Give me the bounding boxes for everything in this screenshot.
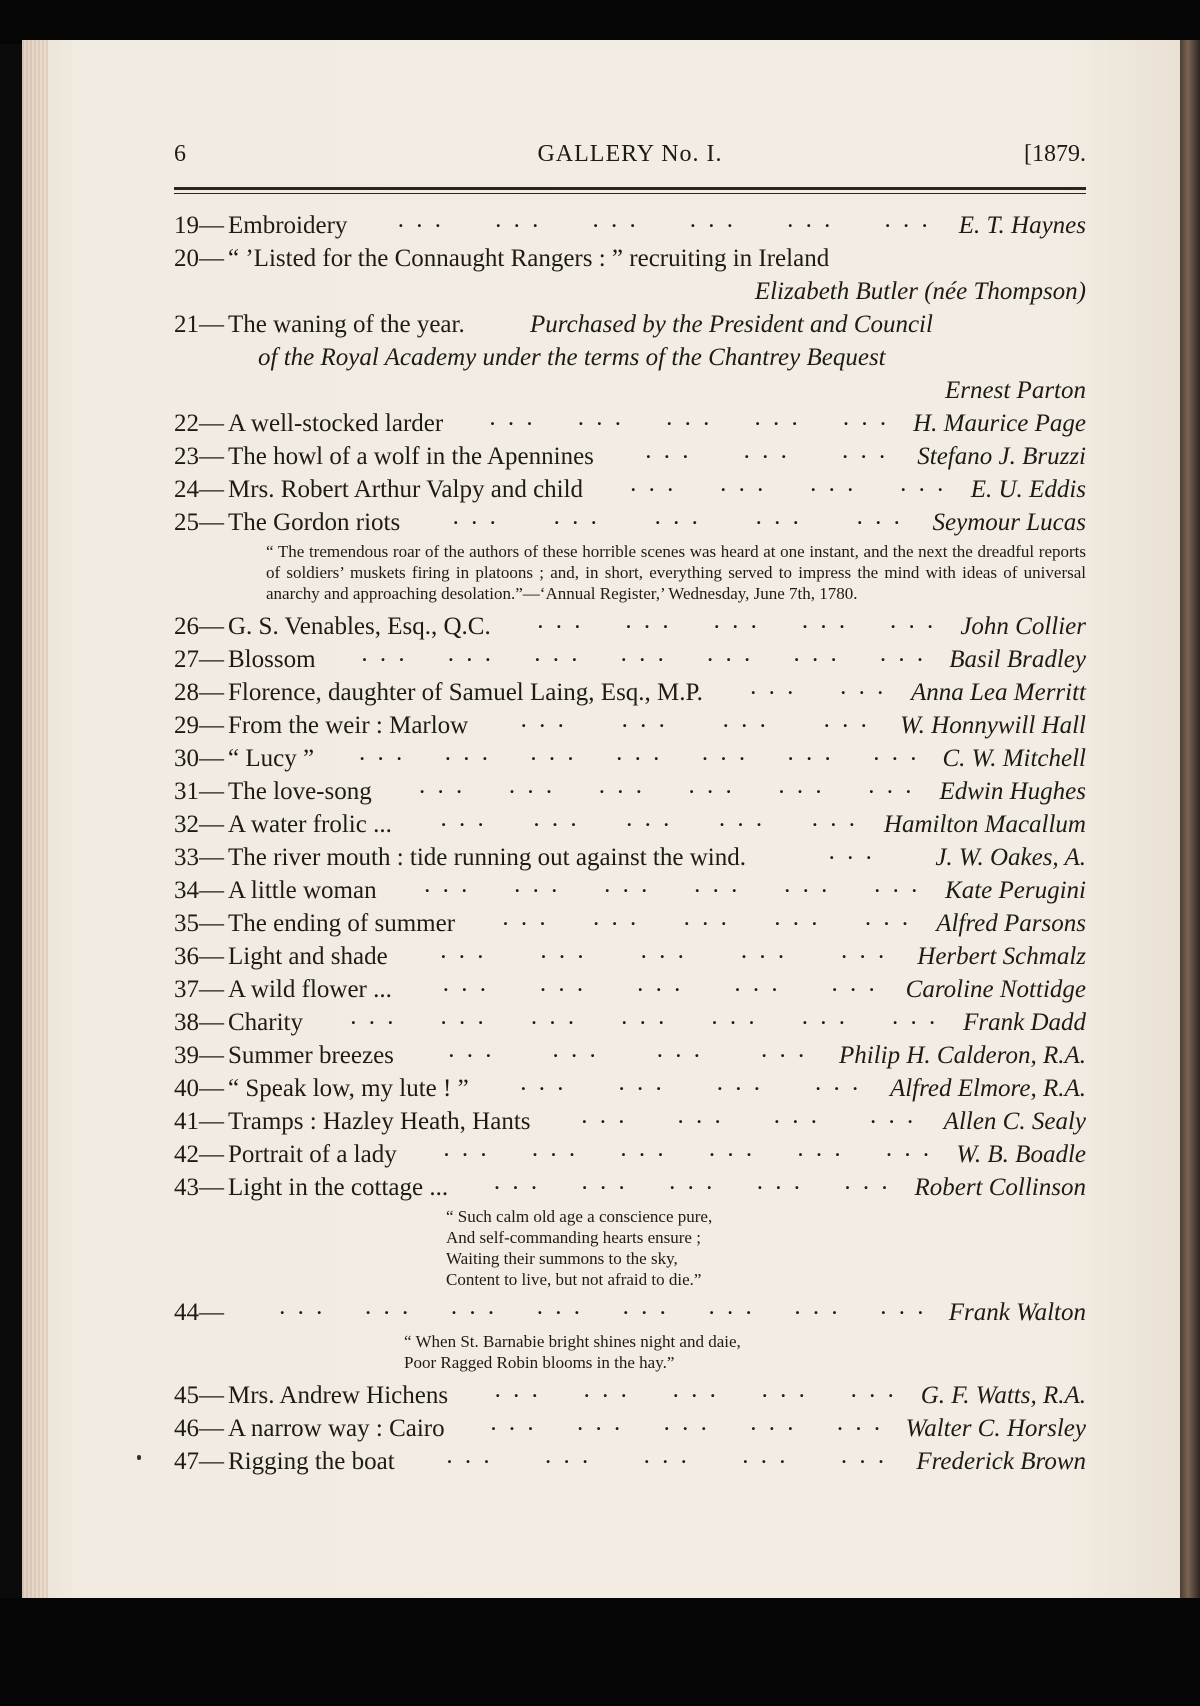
dot-leader: ... (775, 909, 831, 929)
dot-leader: ... (537, 1298, 594, 1318)
entry-title: The howl of a wolf in the Apennines (228, 443, 594, 470)
entry-artist: Alfred Elmore, R.A. (889, 1075, 1086, 1102)
dot-leader: ... (751, 678, 807, 698)
entry-artist: Edwin Hughes (939, 778, 1086, 805)
entry-artist: Alfred Parsons (936, 910, 1086, 937)
catalogue-entry (174, 1296, 1086, 1329)
dot-leader: ... (496, 211, 552, 231)
entry-title: Charity (228, 1009, 303, 1036)
verse-line: “ When St. Barnabie bright shines night and daie, (404, 1332, 741, 1351)
entry-artist: Allen C. Sealy (943, 1108, 1086, 1135)
dot-leader: ... (865, 909, 922, 929)
dot-leader: ... (788, 744, 844, 764)
dot-leader: ... (521, 1074, 577, 1094)
entry-title: The waning of the year. (228, 311, 465, 338)
entry-number: 30— (174, 745, 224, 772)
dot-leader: ... (869, 777, 925, 797)
dot-leader: ... (490, 409, 546, 429)
catalogue-entry (174, 1171, 1086, 1204)
catalogue-entry (174, 643, 1086, 676)
dot-leader: ... (707, 645, 764, 665)
entry-artist: Kate Perugini (945, 877, 1086, 904)
entry-number: 31— (174, 778, 224, 805)
entry-number: 33— (174, 844, 224, 871)
entry-title: “ Lucy ” (228, 745, 315, 772)
catalogue-entry (174, 1445, 1086, 1478)
catalogue-entry (174, 473, 1086, 506)
entry-verse (446, 1206, 1086, 1290)
dot-leader: ... (719, 810, 776, 830)
entry-title: Rigging the boat (228, 1448, 395, 1475)
dot-leader: ... (664, 1414, 720, 1434)
catalogue-entry (174, 308, 1086, 341)
dot-leader: ... (802, 1008, 859, 1028)
dot-leader: ... (886, 1140, 943, 1160)
entry-number: 19— (174, 212, 224, 239)
dot-leader: ... (843, 409, 900, 429)
entry-note-line (174, 341, 1086, 374)
dot-leader: ... (832, 975, 888, 995)
catalogue-entry (174, 808, 1086, 841)
entry-artist: W. Honnywill Hall (900, 712, 1086, 739)
entry-title: A wild flower ... (228, 976, 392, 1003)
entry-title: Light and shade (228, 943, 388, 970)
dot-leader: ... (638, 975, 694, 995)
dot-leader: ... (491, 1414, 547, 1434)
dot-leader: ... (655, 508, 711, 528)
dot-leader: ... (515, 876, 571, 896)
entry-title: “ ’Listed for the Connaught Rangers : ” recruiting in Ireland (228, 245, 830, 272)
entry-artist: Ernest Parton (945, 377, 1086, 404)
dot-leader: ... (712, 1008, 768, 1028)
entry-number: 47— (174, 1448, 224, 1475)
dot-leader: ... (279, 1298, 336, 1318)
entry-number: 26— (174, 613, 224, 640)
entry-artist: J. W. Oakes, A. (935, 844, 1086, 871)
entry-title: Embroidery (228, 212, 348, 239)
entry-artist: Anna Lea Merritt (911, 679, 1086, 706)
dot-leader: ... (509, 777, 566, 797)
dot-leader: ... (359, 744, 416, 764)
entry-number: 20— (174, 245, 224, 272)
entry-title: The ending of summer (228, 910, 456, 937)
dot-leader: ... (646, 442, 702, 462)
dot-leader: ... (684, 909, 740, 929)
entry-title: A water frolic ... (228, 811, 392, 838)
dot-leader: ... (451, 1298, 508, 1318)
dot-leader: ... (721, 475, 777, 495)
dot-leader: ... (824, 711, 880, 731)
dot-leader: ... (880, 645, 937, 665)
dot-leader: ... (619, 1074, 675, 1094)
running-title: GALLERY No. I. (537, 141, 723, 167)
dot-leader: ... (593, 211, 649, 231)
catalogue-entry (174, 242, 1086, 275)
dot-leader: ... (874, 744, 930, 764)
dot-leader: ... (554, 508, 610, 528)
entry-artist: Philip H. Calderon, R.A. (839, 1042, 1086, 1069)
dot-leader: ... (582, 1173, 638, 1193)
dot-leader: ... (657, 1041, 714, 1061)
dot-leader: ... (881, 1298, 937, 1318)
dot-leader: ... (795, 1298, 851, 1318)
book-spine (1180, 40, 1200, 1600)
entry-title: Mrs. Robert Arthur Valpy and child (228, 476, 584, 503)
entry-title: Portrait of a lady (228, 1141, 397, 1168)
entry-artist: Walter C. Horsley (905, 1415, 1086, 1442)
dot-leader: ... (453, 508, 509, 528)
dot-leader: ... (761, 1041, 818, 1061)
dot-leader: ... (667, 409, 723, 429)
dot-leader: ... (623, 1298, 679, 1318)
entry-title: Mrs. Andrew Hichens (228, 1382, 449, 1409)
catalogue-entry (174, 209, 1086, 242)
entry-title: Tramps : Hazley Heath, Hants (228, 1108, 531, 1135)
catalogue-entry (174, 1006, 1086, 1039)
dot-leader: ... (735, 975, 791, 995)
entry-number: 43— (174, 1174, 224, 1201)
entry-number: 46— (174, 1415, 224, 1442)
scan-top-border (0, 0, 1200, 44)
dot-leader: ... (695, 876, 751, 896)
entry-number: 28— (174, 679, 224, 706)
entry-artist: C. W. Mitchell (942, 745, 1086, 772)
page-gutter (22, 40, 48, 1600)
dot-leader: ... (444, 1140, 500, 1160)
dot-leader: ... (621, 645, 677, 665)
entry-artist: Frederick Brown (916, 1448, 1086, 1475)
entry-artist: E. U. Eddis (970, 476, 1086, 503)
dot-leader: ... (798, 1140, 854, 1160)
entry-artist: Basil Bradley (949, 646, 1086, 673)
dot-leader: ... (622, 711, 678, 731)
dot-leader: ... (605, 876, 661, 896)
dot-leader: ... (503, 909, 559, 929)
dot-leader: ... (774, 1107, 831, 1127)
entry-number: 24— (174, 476, 224, 503)
dot-leader: ... (751, 1414, 807, 1434)
entry-number: 40— (174, 1075, 224, 1102)
entry-number: 23— (174, 443, 224, 470)
dot-leader: ... (875, 876, 931, 896)
dot-leader: ... (870, 1107, 927, 1127)
entry-title: Light in the cottage ... (228, 1174, 449, 1201)
dot-leader: ... (531, 1008, 588, 1028)
dot-leader: ... (449, 1041, 505, 1061)
verse-line: And self-commanding hearts ensure ; (446, 1228, 701, 1247)
dot-leader: ... (842, 442, 899, 462)
entry-verse (404, 1331, 1086, 1373)
dot-leader: ... (811, 475, 867, 495)
dot-leader: ... (829, 843, 885, 863)
entry-title: A little woman (228, 877, 377, 904)
dot-leader: ... (788, 211, 844, 231)
dot-leader: ... (362, 645, 418, 665)
dot-leader: ... (690, 211, 747, 231)
dot-leader: ... (425, 876, 481, 896)
dot-leader: ... (837, 1414, 894, 1434)
dot-leader: ... (644, 1447, 700, 1467)
entry-artist: W. B. Boadle (956, 1141, 1086, 1168)
dot-leader: ... (599, 777, 656, 797)
dot-leader: ... (673, 1381, 729, 1401)
catalogue-entry (174, 407, 1086, 440)
dot-leader: ... (535, 645, 591, 665)
entry-artist: John Collier (960, 613, 1086, 640)
dot-leader: ... (447, 1447, 503, 1467)
verse-line: Poor Ragged Robin blooms in the hay.” (404, 1353, 675, 1372)
entry-number: 27— (174, 646, 224, 673)
entry-number: 35— (174, 910, 224, 937)
dot-leader: ... (857, 508, 913, 528)
dot-leader: ... (538, 612, 594, 632)
dot-leader: ... (553, 1041, 609, 1061)
dot-leader: ... (545, 1447, 602, 1467)
entry-note: Purchased by the President and Council (530, 311, 933, 338)
dot-leader: ... (443, 975, 500, 995)
dot-leader: ... (757, 1173, 814, 1193)
dot-leader: ... (723, 711, 779, 731)
dot-leader: ... (841, 1447, 898, 1467)
entry-number: 32— (174, 811, 224, 838)
entry-title: From the weir : Marlow (228, 712, 469, 739)
entry-title: A narrow way : Cairo (228, 1415, 445, 1442)
dot-leader: ... (631, 475, 687, 495)
catalogue-entry (174, 940, 1086, 973)
entry-artist-line (174, 275, 1086, 308)
dot-leader: ... (627, 810, 683, 830)
entry-number: 38— (174, 1009, 224, 1036)
entry-artist: Herbert Schmalz (917, 943, 1086, 970)
entry-number: 25— (174, 509, 224, 536)
verse-line: Content to live, but not afraid to die.” (446, 1270, 702, 1289)
entry-quote: “ The tremendous roar of the authors of these horrible scenes was heard at one instant, and the next the dreadful reports of soldiers’ muskets firing in platoons ; and, in short, everything served to impress the mind with ideas of universal anarchy and approaching desolation.”—‘Annual Register,’ Wednesday, June 7th, 1780. (266, 542, 1086, 603)
dot-leader: ... (621, 1140, 677, 1160)
dot-leader: ... (532, 1140, 589, 1160)
scan-bottom-border (0, 1598, 1200, 1706)
dot-leader: ... (578, 409, 635, 429)
verse-line: “ Such calm old age a conscience pure, (446, 1207, 713, 1226)
dot-leader: ... (689, 777, 745, 797)
entry-number: 45— (174, 1382, 224, 1409)
dot-leader: ... (534, 810, 590, 830)
dot-leader: ... (622, 1008, 678, 1028)
page-number: 6 (174, 141, 186, 167)
dot-leader: ... (419, 777, 476, 797)
dot-leader: ... (702, 744, 759, 764)
dot-leader: ... (541, 942, 597, 962)
entry-number: 37— (174, 976, 224, 1003)
entry-number: 42— (174, 1141, 224, 1168)
entry-artist: Frank Dadd (963, 1009, 1086, 1036)
dot-leader: ... (744, 442, 800, 462)
dot-leader: ... (494, 1173, 551, 1193)
header-rule-thin (174, 193, 1086, 194)
dot-leader: ... (892, 1008, 949, 1028)
dot-leader: ... (841, 678, 897, 698)
dot-leader: ... (445, 744, 502, 764)
dot-leader: ... (670, 1173, 726, 1193)
dot-leader: ... (785, 876, 841, 896)
entry-artist: E. T. Haynes (958, 212, 1086, 239)
entry-artist: Caroline Nottidge (905, 976, 1086, 1003)
entry-artist: Robert Collinson (914, 1174, 1086, 1201)
dot-leader: ... (779, 777, 835, 797)
dot-leader: ... (531, 744, 587, 764)
dot-leader: ... (890, 612, 947, 632)
verse-line: Waiting their summons to the sky, (446, 1249, 678, 1268)
dot-leader: ... (741, 942, 798, 962)
entry-artist: Elizabeth Butler (née Thompson) (754, 278, 1086, 305)
catalogue-entry (174, 1412, 1086, 1445)
dot-leader: ... (577, 1414, 634, 1434)
dot-leader: ... (851, 1381, 907, 1401)
dot-leader: ... (365, 1298, 422, 1318)
entry-title: The river mouth : tide running out against the wind. (228, 844, 746, 871)
entry-title: “ Speak low, my lute ! ” (228, 1075, 469, 1102)
dot-leader: ... (812, 810, 869, 830)
catalogue-entry (174, 907, 1086, 940)
entry-artist: H. Maurice Page (913, 410, 1086, 437)
entry-number: 22— (174, 410, 224, 437)
dot-leader: ... (521, 711, 577, 731)
entry-title: A well-stocked larder (228, 410, 444, 437)
entry-number: 36— (174, 943, 224, 970)
entry-artist: Frank Walton (948, 1299, 1086, 1326)
header-rule (174, 187, 1086, 190)
entry-note: of the Royal Academy under the terms of the Chantrey Bequest (258, 344, 886, 371)
year-label: [1879. (1024, 141, 1086, 167)
dot-leader: ... (901, 475, 957, 495)
entry-number: 21— (174, 311, 224, 338)
entry-title: The Gordon riots (228, 509, 401, 536)
dot-leader: ... (441, 810, 497, 830)
entry-number: 44— (174, 1299, 224, 1326)
dot-leader: ... (756, 508, 812, 528)
dot-leader: ... (762, 1381, 818, 1401)
stray-mark (137, 1455, 141, 1460)
entry-artist: G. F. Watts, R.A. (920, 1382, 1086, 1409)
dot-leader: ... (495, 1381, 551, 1401)
dot-leader: ... (815, 1074, 872, 1094)
dot-leader: ... (448, 645, 505, 665)
entry-title: The love-song (228, 778, 372, 805)
entry-artist: Hamilton Macallum (883, 811, 1086, 838)
catalogue-entry (174, 506, 1086, 539)
dot-leader: ... (802, 612, 859, 632)
dot-leader: ... (709, 1140, 766, 1160)
entry-title: G. S. Venables, Esq., Q.C. (228, 613, 491, 640)
dot-leader: ... (593, 909, 650, 929)
entry-number: 39— (174, 1042, 224, 1069)
entry-artist: Stefano J. Bruzzi (917, 443, 1086, 470)
dot-leader: ... (794, 645, 850, 665)
entry-artist: Seymour Lucas (932, 509, 1086, 536)
dot-leader: ... (582, 1107, 638, 1127)
entry-title: Blossom (228, 646, 316, 673)
dot-leader: ... (755, 409, 811, 429)
dot-leader: ... (845, 1173, 901, 1193)
dot-leader: ... (351, 1008, 407, 1028)
dot-leader: ... (617, 744, 673, 764)
dot-leader: ... (841, 942, 898, 962)
dot-leader: ... (584, 1381, 640, 1401)
dot-leader: ... (709, 1298, 765, 1318)
catalogue-list (174, 209, 1086, 1478)
dot-leader: ... (743, 1447, 799, 1467)
entry-number: 41— (174, 1108, 224, 1135)
dot-leader: ... (885, 211, 941, 231)
dot-leader: ... (714, 612, 770, 632)
page-header (174, 141, 1086, 181)
dot-leader: ... (441, 942, 497, 962)
dot-leader: ... (540, 975, 597, 995)
entry-title: Florence, daughter of Samuel Laing, Esq., M.P. (228, 679, 703, 706)
dot-leader: ... (641, 942, 697, 962)
entry-title: Summer breezes (228, 1042, 394, 1069)
dot-leader: ... (678, 1107, 734, 1127)
dot-leader: ... (441, 1008, 497, 1028)
dot-leader: ... (626, 612, 682, 632)
entry-number: 29— (174, 712, 224, 739)
dot-leader: ... (717, 1074, 774, 1094)
dot-leader: ... (398, 211, 455, 231)
entry-number: 34— (174, 877, 224, 904)
